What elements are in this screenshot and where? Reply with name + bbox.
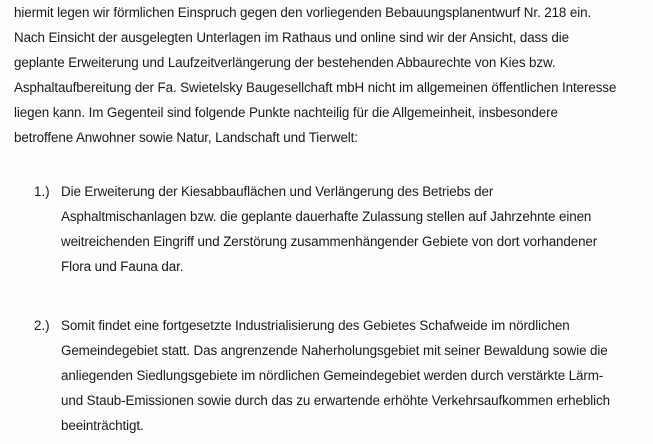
intro-line: geplante Erweiterung und Laufzeitverlängerung der bestehenden Abbaurechte von Kies bzw. [14, 55, 556, 70]
item-line: Flora und Fauna dar. [61, 259, 184, 274]
item-text [61, 179, 651, 279]
intro-line: Asphaltaufbereitung der Fa. Swietelsky Baugesellchaft mbH nicht im allgemeinen öffentlichen Interesse [14, 80, 617, 95]
item-number: 1.) [34, 184, 50, 199]
item-line: Die Erweiterung der Kiesabbauflächen und Verlängerung des Betriebs der [61, 184, 494, 199]
item-number: 2.) [34, 318, 50, 333]
item-line: beeinträchtigt. [61, 418, 144, 433]
item-line: anliegenden Siedlungsgebiete im nördlichen Gemeindegebiet werden durch verstärkte Lärm- [61, 368, 604, 383]
item-line: Asphaltmischanlagen bzw. die geplante dauerhafte Zulassung stellen auf Jahrzehnte einen [61, 209, 592, 224]
item-line: Gemeindegebiet statt. Das angrenzende Naherholungsgebiet mit seiner Bewaldung sowie die [61, 343, 608, 358]
item-line: Somit findet eine fortgesetzte Industrialisierung des Gebietes Schafweide im nördlichen [61, 318, 570, 333]
item-text [61, 313, 651, 438]
item-line: und Staub-Emissionen sowie durch das zu erwartende erhöhte Verkehrsaufkommen erheblich [61, 393, 610, 408]
intro-line: betroffene Anwohner sowie Natur, Landschaft und Tierwelt: [14, 130, 358, 145]
intro-line: Nach Einsicht der ausgelegten Unterlagen im Rathaus und online sind wir der Ansicht, dass die [14, 30, 569, 45]
intro-line: hiermit legen wir förmlichen Einspruch gegen den vorliegenden Bebauungsplanentwurf Nr. 218 ein. [14, 5, 592, 20]
intro-paragraph [14, 0, 650, 150]
item-line: weitreichenden Eingriff und Zerstörung zusammenhängender Gebiete von dort vorhandener [61, 234, 598, 249]
intro-line: liegen kann. Im Gegenteil sind folgende Punkte nachteilig für die Allgemeinheit, insbesondere [14, 105, 558, 120]
